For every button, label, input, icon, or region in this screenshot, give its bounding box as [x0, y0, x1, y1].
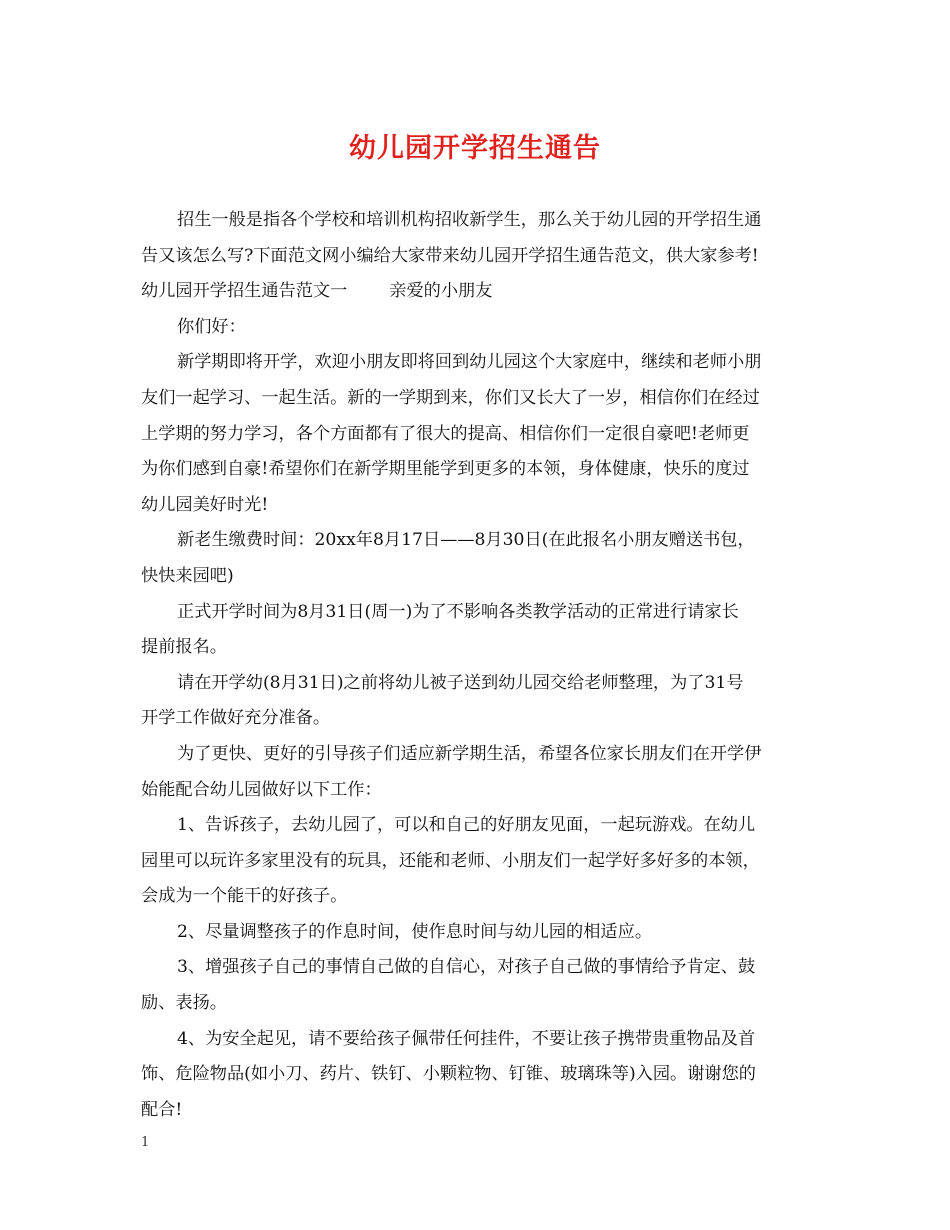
list-item-line: 饰、危险物品(如小刀、药片、铁钉、小颗粒物、钉锥、玻璃珠等)入园。谢谢您的	[141, 1064, 756, 1085]
paragraph-line: 为了更快、更好的引导孩子们适应新学期生活，希望各位家长朋友们在开学伊	[177, 743, 762, 764]
paragraph-line: 幼儿园美好时光!	[141, 494, 269, 515]
paragraph-line: 上学期的努力学习，各个方面都有了很大的提高、相信你们一定很自豪吧!老师更	[141, 423, 750, 444]
paragraph-line: 提前报名。	[141, 637, 227, 658]
paragraph-line: 请在开学幼(8月31日)之前将幼儿被子送到幼儿园交给老师整理，为了31号	[177, 672, 744, 693]
paragraph-line: 开学工作做好充分准备。	[141, 708, 331, 729]
list-item-line: 2、尽量调整孩子的作息时间，使作息时间与幼儿园的相适应。	[177, 921, 653, 942]
paragraph-line: 新老生缴费时间：20xx年8月17日——8月30日(在此报名小朋友赠送书包，	[177, 530, 755, 551]
salutation: 亲爱的小朋友	[389, 281, 493, 302]
document-body	[141, 203, 812, 1128]
paragraph-line	[141, 274, 812, 310]
list-item-line: 园里可以玩许多家里没有的玩具，还能和老师、小朋友们一起学好多好多的本领，	[141, 850, 760, 871]
paragraph-line: 友们一起学习、一起生活。新的一学期到来，你们又长大了一岁，相信你们在经过	[141, 387, 760, 408]
page-number: 1	[141, 1135, 150, 1150]
paragraph-line: 为你们感到自豪!希望你们在新学期里能学到更多的本领，身体健康，快乐的度过	[141, 459, 750, 480]
paragraph-line: 告又该怎么写?下面范文网小编给大家带来幼儿园开学招生通告范文，供大家参考!	[141, 245, 759, 266]
paragraph-line: 你们好：	[177, 316, 246, 337]
paragraph-line: 招生一般是指各个学校和培训机构招收新学生，那么关于幼儿园的开学招生通	[177, 210, 762, 230]
paragraph-line: 始能配合幼儿园做好以下工作：	[141, 779, 382, 800]
list-item-line: 会成为一个能干的好孩子。	[141, 886, 348, 907]
paragraph-line: 新学期即将开学，欢迎小朋友即将回到幼儿园这个大家庭中，继续和老师小朋	[177, 352, 762, 373]
sample-heading: 幼儿园开学招生通告范文一	[141, 281, 348, 302]
list-item-line: 配合!	[141, 1099, 183, 1120]
list-item-line: 3、增强孩子自己的事情自己做的自信心，对孩子自己做的事情给予肯定、鼓	[177, 957, 756, 978]
list-item-line: 励、表扬。	[141, 993, 227, 1014]
list-item-line: 1、告诉孩子，去幼儿园了，可以和自己的好朋友见面，一起玩游戏。在幼儿	[177, 815, 756, 836]
paragraph-line: 正式开学时间为8月31日(周一)为了不影响各类教学活动的正常进行请家长	[177, 601, 739, 622]
document-title: 幼儿园开学招生通告	[349, 133, 601, 164]
list-item-line: 4、为安全起见，请不要给孩子佩带任何挂件，不要让孩子携带贵重物品及首	[177, 1028, 756, 1049]
paragraph-line: 快快来园吧)	[141, 565, 234, 586]
